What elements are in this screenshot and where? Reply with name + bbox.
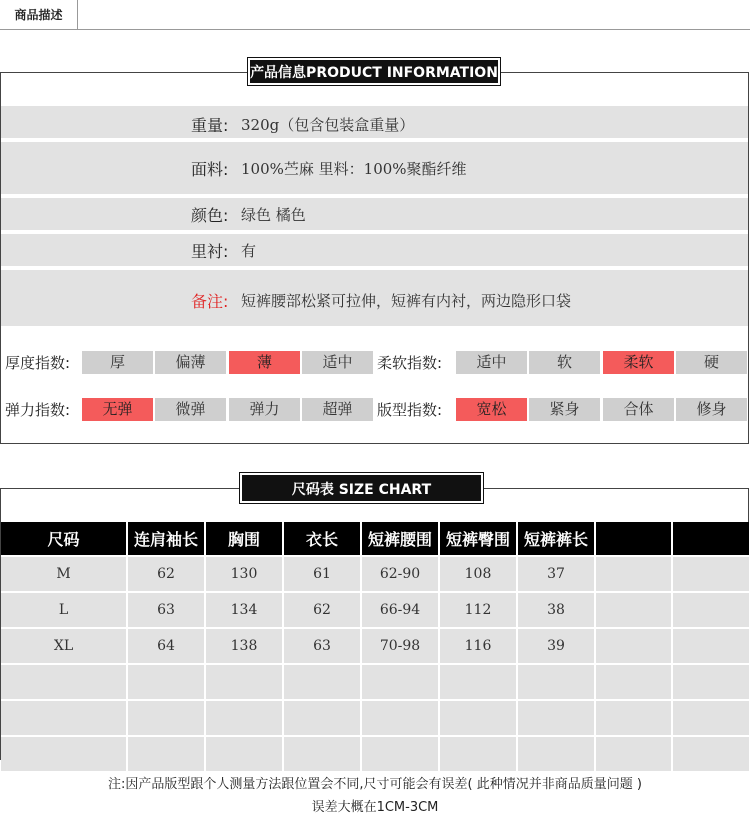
lining-value: 有: [241, 242, 257, 260]
softness-option[interactable]: 适中: [456, 351, 527, 374]
size-cell: 39: [517, 628, 595, 664]
size-cell: 116: [439, 628, 517, 664]
size-cell: [283, 736, 361, 771]
size-header-cell: 胸围: [205, 522, 283, 556]
fabric-value: 100%苎麻 里料：100%聚酯纤维: [241, 160, 467, 178]
size-cell: [1, 700, 127, 736]
size-cell: [439, 700, 517, 736]
size-cell: 62-90: [361, 556, 439, 592]
size-cell: [1, 736, 127, 771]
size-cell: [361, 736, 439, 771]
remark-label: 备注:: [191, 292, 229, 311]
thickness-label: 厚度指数:: [5, 354, 71, 372]
size-header-cell: 连肩袖长: [127, 522, 205, 556]
size-header-cell: 短裤臀围: [439, 522, 517, 556]
size-cell: [595, 700, 672, 736]
table-row: [1, 592, 749, 628]
table-row: [1, 556, 749, 592]
size-cell: [205, 700, 283, 736]
lining-label: 里衬:: [191, 242, 229, 261]
softness-option-selected[interactable]: 柔软: [603, 351, 674, 374]
size-cell: [439, 664, 517, 700]
elastic-option[interactable]: 超弹: [302, 398, 373, 421]
size-chart-header: 尺码表 SIZE CHART: [240, 473, 483, 503]
size-cell: [361, 700, 439, 736]
size-cell: [595, 556, 672, 592]
elastic-option[interactable]: 弹力: [229, 398, 300, 421]
size-cell: XL: [1, 628, 127, 664]
size-cell: [672, 628, 749, 664]
product-info-header: 产品信息PRODUCT INFORMATION: [248, 58, 500, 85]
softness-option[interactable]: 软: [529, 351, 600, 374]
size-cell: 70-98: [361, 628, 439, 664]
elastic-label: 弹力指数:: [5, 401, 71, 419]
size-cell: [205, 736, 283, 771]
size-header-cell: 短裤裤长: [517, 522, 595, 556]
table-row: [1, 664, 749, 700]
size-cell: 66-94: [361, 592, 439, 628]
size-cell: 62: [283, 592, 361, 628]
size-cell: [672, 664, 749, 700]
table-row: [1, 736, 749, 771]
tab-divider: [78, 29, 750, 30]
size-cell: 38: [517, 592, 595, 628]
thickness-option[interactable]: 偏薄: [155, 351, 226, 374]
size-cell: [283, 664, 361, 700]
size-cell: 63: [127, 592, 205, 628]
size-header-cell: 短裤腰围: [361, 522, 439, 556]
softness-label: 柔软指数:: [377, 354, 443, 372]
size-table: [1, 522, 749, 771]
size-cell: [127, 664, 205, 700]
elastic-option[interactable]: 微弹: [155, 398, 226, 421]
fabric-row: [1, 142, 748, 195]
elastic-option-selected[interactable]: 无弹: [82, 398, 153, 421]
size-cell: M: [1, 556, 127, 592]
size-cell: [672, 556, 749, 592]
table-row: [1, 700, 749, 736]
size-cell: 112: [439, 592, 517, 628]
size-cell: [1, 664, 127, 700]
size-cell: [205, 664, 283, 700]
thickness-option-selected[interactable]: 薄: [229, 351, 300, 374]
size-cell: [672, 700, 749, 736]
size-header-cell: 衣长: [283, 522, 361, 556]
size-note-line1: 注:因产品版型跟个人测量方法跟位置会不同,尺寸可能会有误差( 此种情况并非商品质量问题 ): [108, 777, 642, 792]
color-label: 颜色:: [191, 206, 229, 225]
size-cell: [595, 628, 672, 664]
size-header-cell: [595, 522, 672, 556]
size-cell: [517, 736, 595, 771]
size-cell: 63: [283, 628, 361, 664]
thickness-option[interactable]: 厚: [82, 351, 153, 374]
size-header-cell: 尺码: [1, 522, 127, 556]
fit-option[interactable]: 修身: [676, 398, 747, 421]
size-cell: [283, 700, 361, 736]
size-cell: [595, 736, 672, 771]
size-cell: [127, 736, 205, 771]
weight-label: 重量:: [191, 116, 229, 135]
color-value: 绿色 橘色: [241, 206, 306, 224]
size-cell: [595, 664, 672, 700]
softness-option[interactable]: 硬: [676, 351, 747, 374]
size-cell: [595, 592, 672, 628]
size-cell: 61: [283, 556, 361, 592]
size-header-cell: [672, 522, 749, 556]
remark-value: 短裤腰部松紧可拉伸，短裤有内衬，两边隐形口袋: [241, 292, 572, 310]
size-cell: 62: [127, 556, 205, 592]
size-cell: [517, 700, 595, 736]
weight-value: 320g（包含包装盒重量）: [241, 116, 415, 134]
size-cell: [672, 592, 749, 628]
fit-option-selected[interactable]: 宽松: [456, 398, 527, 421]
size-cell: 130: [205, 556, 283, 592]
size-cell: 134: [205, 592, 283, 628]
fit-label: 版型指数:: [377, 401, 443, 419]
size-cell: 37: [517, 556, 595, 592]
weight-row: [1, 106, 748, 139]
remark-row: [1, 270, 748, 327]
size-table-header-row: [1, 522, 749, 556]
size-cell: [127, 700, 205, 736]
tab-product-description[interactable]: 商品描述: [0, 0, 78, 30]
size-cell: [517, 664, 595, 700]
fit-option[interactable]: 紧身: [529, 398, 600, 421]
size-cell: 138: [205, 628, 283, 664]
lining-row: [1, 234, 748, 267]
size-cell: 64: [127, 628, 205, 664]
fit-option[interactable]: 合体: [603, 398, 674, 421]
size-cell: [361, 664, 439, 700]
color-row: [1, 198, 748, 231]
size-cell: [439, 736, 517, 771]
thickness-option[interactable]: 适中: [302, 351, 373, 374]
table-row: [1, 628, 749, 664]
fabric-label: 面料:: [191, 160, 229, 179]
size-cell: [672, 736, 749, 771]
size-note-line2: 误差大概在1CM-3CM: [311, 800, 439, 815]
size-cell: L: [1, 592, 127, 628]
size-cell: 108: [439, 556, 517, 592]
